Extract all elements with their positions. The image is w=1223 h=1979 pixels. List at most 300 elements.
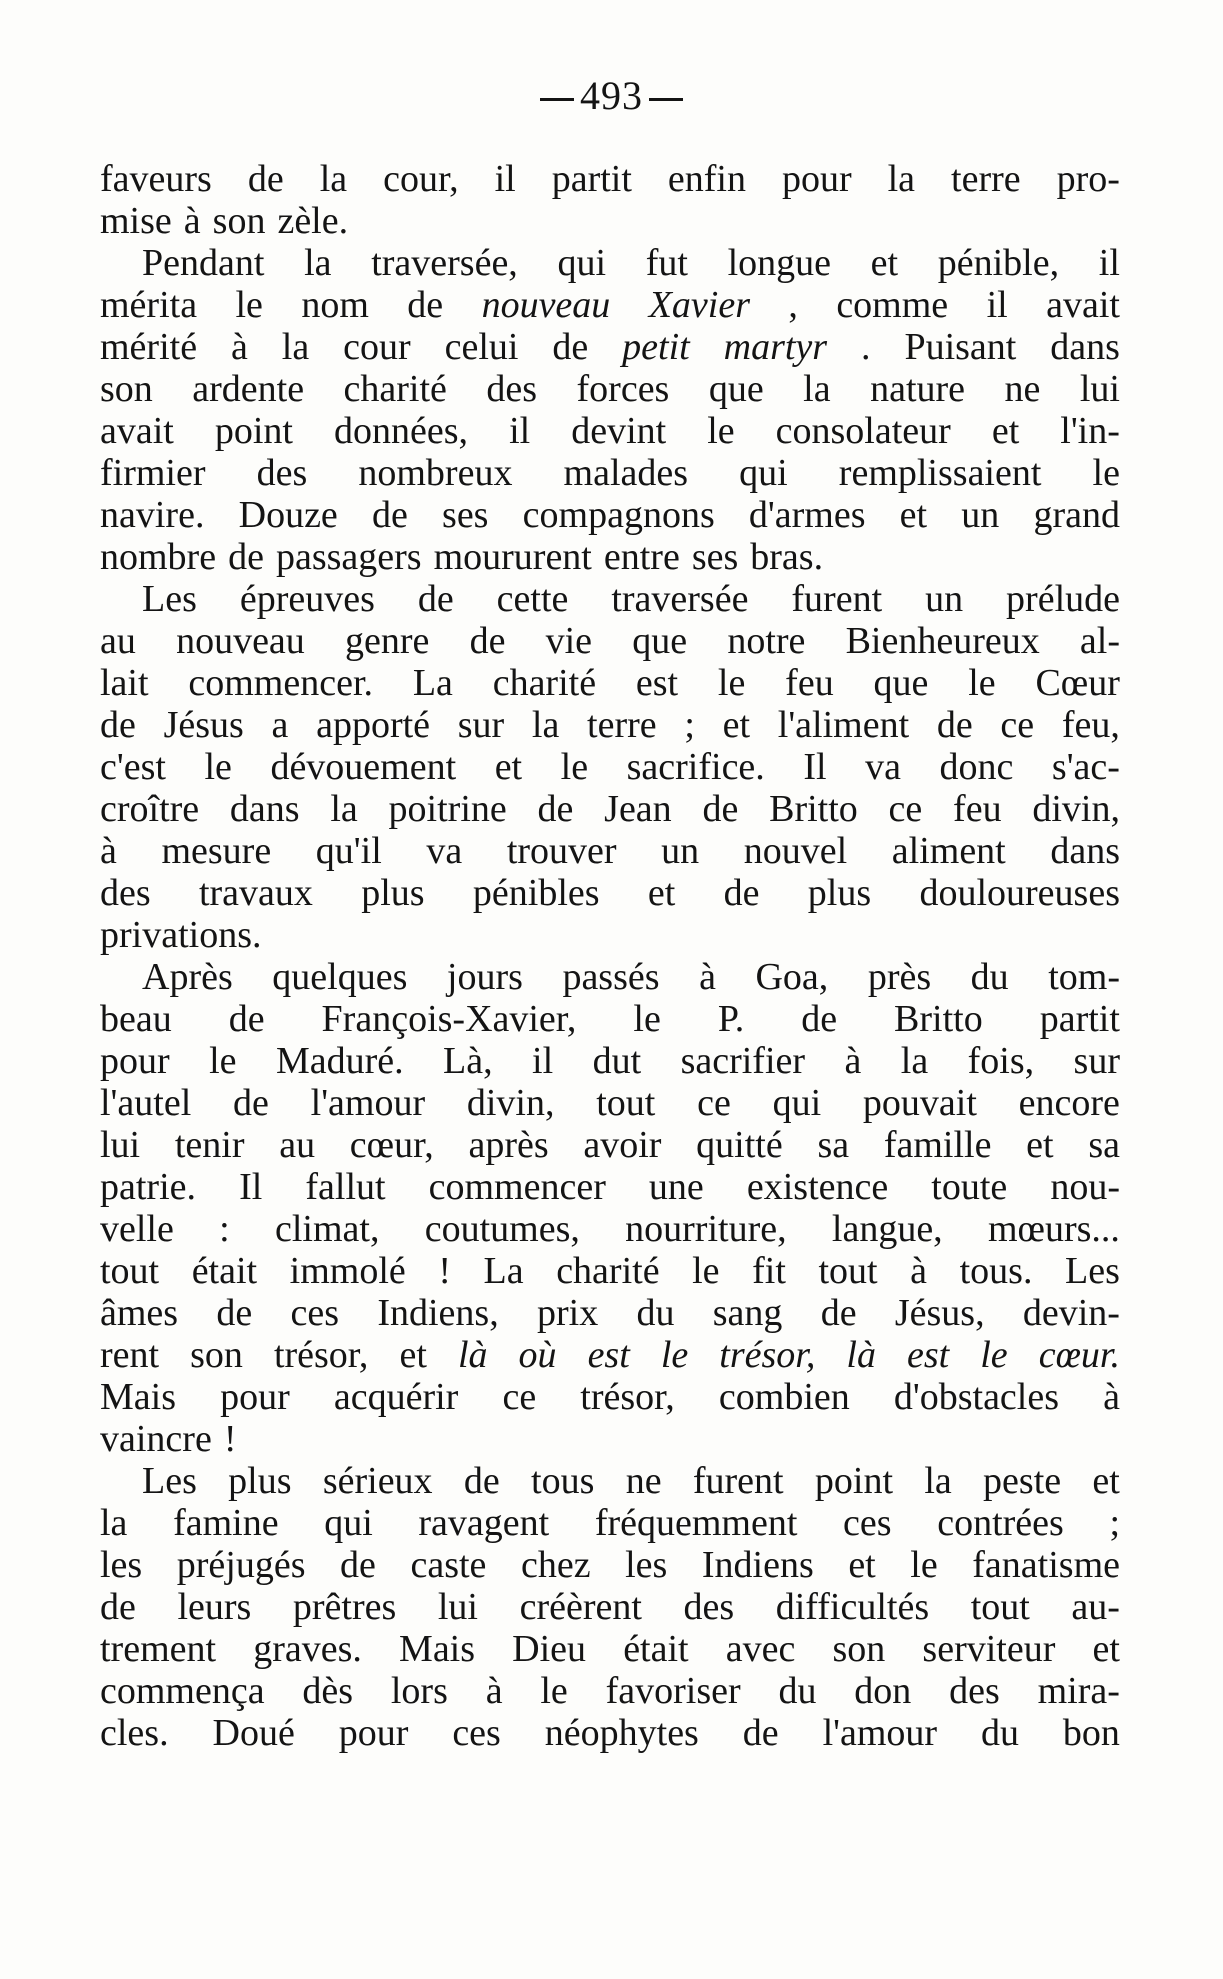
word: est (906, 1334, 950, 1376)
word: toute (931, 1166, 1008, 1208)
word: grand (1033, 494, 1120, 536)
word: charité (343, 368, 447, 410)
word: est (587, 1334, 630, 1376)
text-line (100, 1712, 1120, 1754)
word: d'armes (748, 494, 866, 536)
word: mise (100, 200, 172, 242)
word: que (873, 662, 929, 704)
word: est (635, 662, 679, 704)
word: Après (142, 956, 233, 998)
word: nombreux (358, 452, 513, 494)
word: chez (520, 1544, 591, 1586)
word: lui (1079, 368, 1120, 410)
word: Les (142, 1460, 197, 1502)
word: Là, (443, 1040, 493, 1082)
word: Maduré. (275, 1040, 404, 1082)
text-line (100, 284, 1120, 326)
word: la (924, 1460, 952, 1502)
word: à (699, 956, 716, 998)
word: tom- (1048, 956, 1120, 998)
text-line (100, 1460, 1120, 1502)
word: de (801, 998, 838, 1040)
word: commença (100, 1670, 265, 1712)
word: âmes (100, 1292, 179, 1334)
word: don (854, 1670, 912, 1712)
word: tenir (174, 1124, 245, 1166)
word: ce (502, 1376, 537, 1418)
word: au (279, 1124, 316, 1166)
text-line (100, 326, 1120, 368)
word: de (100, 1586, 136, 1628)
word: l'autel (100, 1082, 192, 1124)
word: son (190, 1334, 243, 1376)
word: navire. (100, 494, 205, 536)
word: poitrine (388, 788, 507, 830)
word: la (100, 1502, 128, 1544)
text-line (100, 1544, 1120, 1586)
word: mesure (161, 830, 272, 872)
word: de (417, 578, 454, 620)
word: favoriser (605, 1670, 741, 1712)
word: au- (1071, 1586, 1120, 1628)
word: une (648, 1166, 704, 1208)
word: ne (625, 1460, 662, 1502)
word: trésor, (719, 1334, 816, 1376)
word: avait (1046, 284, 1120, 326)
word: point (814, 1460, 894, 1502)
word: fanatisme (972, 1544, 1120, 1586)
word: que (708, 368, 764, 410)
word: ardente (192, 368, 305, 410)
word: tous. (959, 1250, 1033, 1292)
text-line (100, 1250, 1120, 1292)
word: charité (492, 662, 597, 704)
word: Jean (604, 788, 672, 830)
dash-left (540, 98, 574, 101)
word: moururent (433, 536, 592, 578)
word: cette (496, 578, 569, 620)
word: son (100, 368, 153, 410)
text-line (100, 410, 1120, 452)
word: et (399, 1334, 427, 1376)
word: privations. (100, 914, 262, 956)
word: des (683, 1586, 735, 1628)
word: trésor, (580, 1376, 675, 1418)
word: avoir (583, 1124, 662, 1166)
word: divin, (1032, 788, 1120, 830)
word: près (867, 956, 932, 998)
word: était (623, 1628, 689, 1670)
word: , (788, 284, 798, 326)
word: de (742, 1712, 779, 1754)
word: ravagent (418, 1502, 550, 1544)
text-line (100, 704, 1120, 746)
text-line (100, 1124, 1120, 1166)
word: le (235, 284, 263, 326)
word: dès (302, 1670, 354, 1712)
word: faveurs (100, 158, 212, 200)
word: difficultés (775, 1586, 930, 1628)
word: fit (752, 1250, 786, 1292)
word: sang (712, 1292, 783, 1334)
word: Il (803, 746, 827, 788)
word: à (910, 1250, 928, 1292)
word: de (407, 284, 444, 326)
word: s'ac- (1051, 746, 1120, 788)
word: cour, (383, 158, 459, 200)
word: du (636, 1292, 675, 1334)
word: tout (100, 1250, 160, 1292)
word: partit (551, 158, 632, 200)
word: la (887, 158, 916, 200)
word: et (848, 1544, 876, 1586)
text-line (100, 872, 1120, 914)
word: lui (437, 1586, 478, 1628)
word: ce (697, 1082, 731, 1124)
word: nature (870, 368, 966, 410)
word: l'in- (1060, 410, 1120, 452)
word: passés (562, 956, 660, 998)
text-line (100, 788, 1120, 830)
word: P. (717, 998, 745, 1040)
word: du (980, 1712, 1019, 1754)
word: furent (791, 578, 883, 620)
word: serviteur (922, 1628, 1056, 1670)
word: là (846, 1334, 876, 1376)
word: la (319, 158, 348, 200)
word: feu (953, 788, 1002, 830)
word: prêtres (292, 1586, 397, 1628)
word: Indiens (701, 1544, 814, 1586)
word: Les (1065, 1250, 1120, 1292)
word: ce (888, 788, 923, 830)
word: après (468, 1124, 549, 1166)
word: le (204, 746, 232, 788)
word: devint (571, 410, 667, 452)
word: leurs (177, 1586, 252, 1628)
word: Jésus, (894, 1292, 985, 1334)
word: au (100, 620, 136, 662)
text-line (100, 578, 1120, 620)
word: mérita (100, 284, 198, 326)
text-line (100, 956, 1120, 998)
word: qu'il (315, 830, 382, 872)
text-line (100, 620, 1120, 662)
word: que (632, 620, 688, 662)
word: ; (684, 704, 695, 746)
text-line (100, 1040, 1120, 1082)
dash-right (649, 98, 683, 101)
word: ne (1004, 368, 1041, 410)
text-line (100, 1586, 1120, 1628)
word: et (647, 872, 676, 914)
text-line (100, 914, 1120, 956)
word: plus (807, 872, 872, 914)
word: coutumes, (424, 1208, 580, 1250)
word: douloureuses (919, 872, 1120, 914)
word: charité (556, 1250, 660, 1292)
word: la (330, 788, 358, 830)
text-line (100, 368, 1120, 410)
word: son (832, 1628, 886, 1670)
text-line (100, 158, 1120, 200)
word: cour (343, 326, 411, 368)
word: de (100, 704, 136, 746)
word: compagnons (522, 494, 715, 536)
word: sa (1088, 1124, 1120, 1166)
word: des (100, 872, 151, 914)
word: il (532, 1040, 554, 1082)
word: épreuves (239, 578, 375, 620)
word: feu (785, 662, 834, 704)
word: vaincre (100, 1418, 212, 1460)
word: nouveau (176, 620, 305, 662)
word: beau (100, 998, 172, 1040)
word: cœur, (349, 1124, 434, 1166)
word: sur (457, 704, 505, 746)
word: contrées (937, 1502, 1064, 1544)
text-line (100, 1376, 1120, 1418)
word: genre (344, 620, 430, 662)
word: du (970, 956, 1009, 998)
word: pénible, (937, 242, 1060, 284)
word: Xavier (648, 284, 750, 326)
word: l'amour (822, 1712, 938, 1754)
word: famille (883, 1124, 992, 1166)
word: de (247, 158, 284, 200)
word: le (540, 1670, 568, 1712)
word: de (469, 620, 506, 662)
word: encore (1018, 1082, 1120, 1124)
word: ses (442, 494, 489, 536)
word: terre (587, 704, 657, 746)
word: tous (531, 1460, 595, 1502)
word: Pendant (142, 242, 265, 284)
word: du (778, 1670, 817, 1712)
word: avait (100, 410, 174, 452)
word: le (910, 1544, 938, 1586)
text-line (100, 494, 1120, 536)
word: ! (438, 1250, 451, 1292)
word: Goa, (755, 956, 829, 998)
word: le (692, 1250, 720, 1292)
word: malades (563, 452, 689, 494)
word: langue, (831, 1208, 943, 1250)
word: de (228, 536, 264, 578)
word: commencer. (188, 662, 373, 704)
page-number-value: 493 (580, 73, 643, 118)
word: Jésus (163, 704, 244, 746)
word: c'est (100, 746, 166, 788)
word: néophytes (544, 1712, 699, 1754)
word: ces (843, 1502, 892, 1544)
word: et (870, 242, 899, 284)
word: bon (1062, 1712, 1120, 1754)
word: d'obstacles (893, 1376, 1060, 1418)
word: mira- (1037, 1670, 1120, 1712)
word: mérité (100, 326, 198, 368)
text-line (100, 1628, 1120, 1670)
word: partit (1039, 998, 1120, 1040)
word: Dieu (512, 1628, 587, 1670)
text-line (100, 1418, 1120, 1460)
word: un (961, 494, 1000, 536)
word: . (861, 326, 871, 368)
word: quelques (272, 956, 408, 998)
word: trouver (506, 830, 617, 872)
word: ces (290, 1292, 340, 1334)
word: enfin (667, 158, 746, 200)
text-line (100, 1208, 1120, 1250)
word: les (100, 1544, 143, 1586)
word: son (212, 200, 266, 242)
text-line (100, 830, 1120, 872)
word: forces (576, 368, 670, 410)
word: des (256, 452, 308, 494)
word: le (660, 1334, 689, 1376)
word: le (980, 1334, 1008, 1376)
word: qui (739, 452, 788, 494)
text-line (100, 1670, 1120, 1712)
word: les (625, 1544, 668, 1586)
page-number (0, 72, 1223, 120)
word: de (820, 1292, 857, 1334)
word: bras. (750, 536, 824, 578)
word: le (968, 662, 996, 704)
word: fallut (305, 1166, 386, 1208)
word: il (509, 410, 531, 452)
word: point (214, 410, 293, 452)
word: des (949, 1670, 1000, 1712)
text-line (100, 242, 1120, 284)
word: dans (1050, 830, 1120, 872)
word: sur (1073, 1040, 1120, 1082)
word: va (426, 830, 463, 872)
word: feu, (1061, 704, 1120, 746)
word: firmier (100, 452, 206, 494)
word: Doué (212, 1712, 295, 1754)
word: qui (324, 1502, 373, 1544)
word: et (1092, 1628, 1120, 1670)
word: vie (545, 620, 593, 662)
word: à (1103, 1376, 1120, 1418)
word: comme (836, 284, 949, 326)
word: La (483, 1250, 524, 1292)
word: fois, (967, 1040, 1035, 1082)
word: à (485, 1670, 503, 1712)
word: et (494, 746, 523, 788)
word: lait (100, 662, 149, 704)
word: qui (772, 1082, 822, 1124)
word: cles. (100, 1712, 169, 1754)
word: lui (100, 1124, 141, 1166)
word: un (661, 830, 700, 872)
word: plus (361, 872, 425, 914)
word: notre (727, 620, 806, 662)
text-line (100, 746, 1120, 788)
word: de (340, 1544, 376, 1586)
word: Britto (769, 788, 858, 830)
word: le (717, 662, 746, 704)
word: : (219, 1208, 230, 1250)
word: ces (452, 1712, 501, 1754)
word: climat, (274, 1208, 380, 1250)
word: existence (746, 1166, 889, 1208)
word: de (537, 788, 574, 830)
word: avec (725, 1628, 796, 1670)
word: et (1092, 1460, 1120, 1502)
word: zèle. (277, 200, 349, 242)
word: données, (334, 410, 469, 452)
word: pour (220, 1376, 290, 1418)
word: où (518, 1334, 557, 1376)
word: immolé (289, 1250, 406, 1292)
word: l'amour (310, 1082, 426, 1124)
word: ! (223, 1418, 237, 1460)
word: était (191, 1250, 258, 1292)
word: le (209, 1040, 237, 1082)
word: créèrent (519, 1586, 642, 1628)
word: à (230, 326, 248, 368)
word: sacrifier (680, 1040, 806, 1082)
word: ; (1109, 1502, 1120, 1544)
word: Indiens, (377, 1292, 499, 1334)
word: Les (142, 578, 197, 620)
word: et (899, 494, 928, 536)
word: l'aliment (777, 704, 910, 746)
text-line (100, 1502, 1120, 1544)
word: plus (228, 1460, 292, 1502)
word: et (1026, 1124, 1054, 1166)
word: de (552, 326, 589, 368)
word: sérieux (322, 1460, 433, 1502)
word: la (803, 368, 831, 410)
word: de (371, 494, 408, 536)
word: traversée, (371, 242, 518, 284)
word: nouveau (481, 284, 611, 326)
word: de (216, 1292, 253, 1334)
word: quitté (696, 1124, 783, 1166)
word: longue (727, 242, 831, 284)
word: nourriture, (625, 1208, 787, 1250)
word: Douze (238, 494, 338, 536)
word: dans (1050, 326, 1120, 368)
word: petit (622, 326, 690, 368)
word: famine (173, 1502, 279, 1544)
word: un (925, 578, 964, 620)
word: Il (239, 1166, 263, 1208)
word: le (1092, 452, 1120, 494)
body-text (100, 158, 1120, 1754)
text-line (100, 536, 1120, 578)
word: remplissaient (838, 452, 1042, 494)
text-line (100, 662, 1120, 704)
word: pénibles (472, 872, 600, 914)
word: fut (645, 242, 688, 284)
word: mœurs... (987, 1208, 1120, 1250)
word: graves. (253, 1628, 362, 1670)
word: apporté (316, 704, 431, 746)
word: pour (781, 158, 852, 200)
word: al- (1079, 620, 1120, 662)
word: passagers (275, 536, 422, 578)
word: peste (983, 1460, 1062, 1502)
word: de (228, 998, 265, 1040)
word: Britto (894, 998, 983, 1040)
text-line (100, 1166, 1120, 1208)
word: le (560, 746, 589, 788)
word: de (702, 788, 739, 830)
